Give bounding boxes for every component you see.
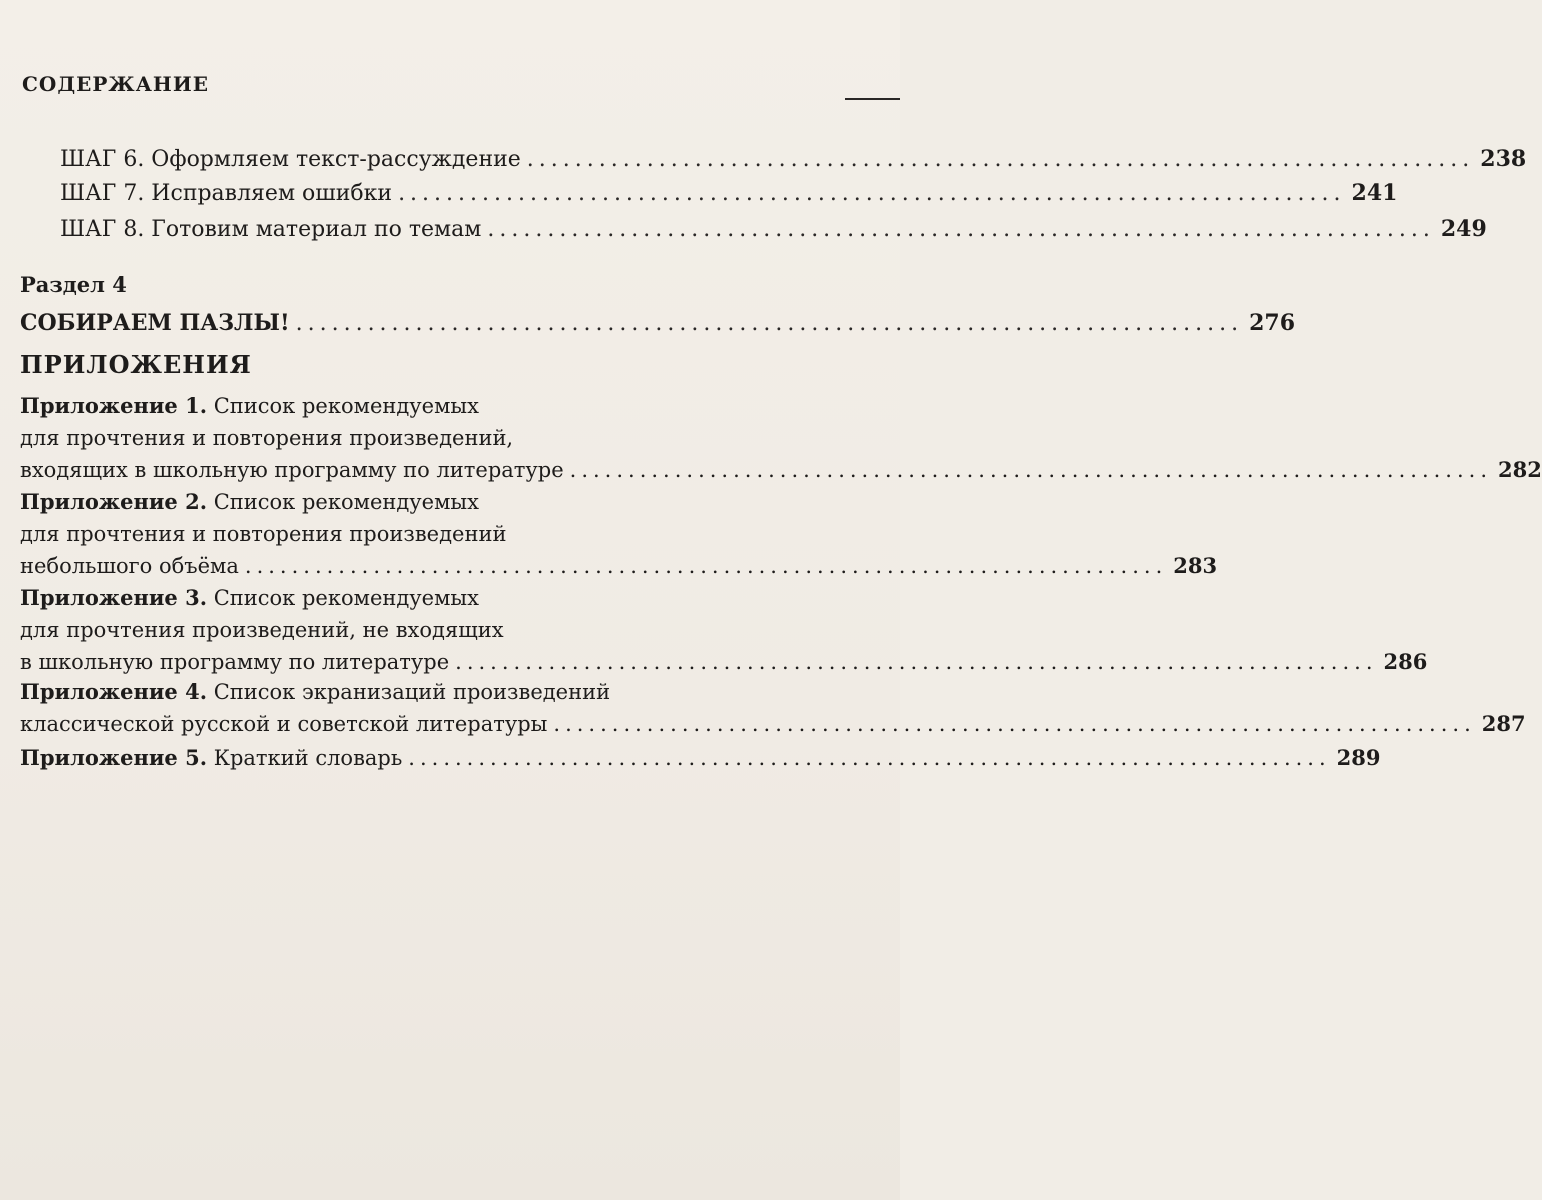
leader-dots: ............................................................................... xyxy=(487,217,1435,242)
toc-entry-section-4[interactable] xyxy=(0,306,1296,341)
toc-entry-appendix-1[interactable] xyxy=(0,390,1542,486)
appendix-text: Список рекомендуемых xyxy=(213,586,479,610)
appendix-text: небольшого объёма xyxy=(20,554,239,578)
appendix-text: классической русской и советской литературы xyxy=(20,712,548,736)
appendix-text: Список рекомендуемых xyxy=(213,490,479,514)
leader-dots: ............................................................................... xyxy=(526,147,1475,172)
leader-dots: ............................................................................... xyxy=(569,458,1493,482)
toc-entry-page: 249 xyxy=(1440,216,1487,242)
toc-entry-title: СОБИРАЕМ ПАЗЛЫ! xyxy=(20,310,290,336)
toc-entry-page: 276 xyxy=(1249,310,1296,336)
appendix-label: Приложение 3. xyxy=(20,585,208,610)
appendix-text: для прочтения и повторения произведений xyxy=(20,522,507,546)
section-label: Раздел 4 xyxy=(20,272,127,297)
appendix-text: Краткий словарь xyxy=(213,746,403,770)
appendix-text: для прочтения и повторения произведений, xyxy=(20,426,514,450)
leader-dots: ............................................................................... xyxy=(244,554,1168,578)
leader-dots: ............................................................................... xyxy=(408,746,1331,770)
appendix-heading: ПРИЛОЖЕНИЯ xyxy=(20,350,252,379)
appendix-text: для прочтения произведений, не входящих xyxy=(20,618,504,642)
appendix-text: в школьную программу по литературе xyxy=(20,650,450,674)
toc-entry-page: 241 xyxy=(1351,180,1398,206)
toc-entry-title: ШАГ 8. Готовим материал по темам xyxy=(60,217,482,242)
toc-entry-appendix-2[interactable] xyxy=(0,486,1218,582)
toc-entry-page: 283 xyxy=(1173,553,1218,578)
toc-entry-title: ШАГ 6. Оформляем текст-рассуждение xyxy=(60,147,521,172)
appendix-text: Список экранизаций произведений xyxy=(213,680,611,704)
appendix-label: Приложение 5. xyxy=(20,745,208,770)
header-rule xyxy=(845,98,900,100)
leader-dots: ............................................................................... xyxy=(455,650,1378,674)
toc-entry-step-7[interactable] xyxy=(0,176,1398,211)
toc-entry-appendix-5[interactable] xyxy=(0,742,1381,774)
appendix-label: Приложение 4. xyxy=(20,679,208,704)
toc-entry-page: 238 xyxy=(1480,146,1527,172)
toc-entry-step-6[interactable] xyxy=(0,142,1527,177)
appendix-text: Список рекомендуемых xyxy=(213,394,479,418)
leader-dots: ............................................................................... xyxy=(553,712,1476,736)
toc-entry-step-8[interactable] xyxy=(0,212,1487,247)
appendix-label: Приложение 2. xyxy=(20,489,208,514)
page-header-title: СОДЕРЖАНИЕ xyxy=(22,72,209,96)
toc-entry-page: 282 xyxy=(1498,457,1542,482)
toc-entry-title: ШАГ 7. Исправляем ошибки xyxy=(60,181,393,206)
toc-entry-page: 289 xyxy=(1336,745,1381,770)
toc-entry-page: 286 xyxy=(1383,649,1428,674)
appendix-label: Приложение 1. xyxy=(20,393,208,418)
toc-entry-page: 287 xyxy=(1481,711,1526,736)
toc-entry-appendix-3[interactable] xyxy=(0,582,1428,678)
leader-dots: ............................................................................... xyxy=(398,181,1346,206)
leader-dots: ............................................................................... xyxy=(295,311,1244,336)
appendix-text: входящих в школьную программу по литературе xyxy=(20,458,564,482)
toc-entry-appendix-4[interactable] xyxy=(0,676,1526,740)
